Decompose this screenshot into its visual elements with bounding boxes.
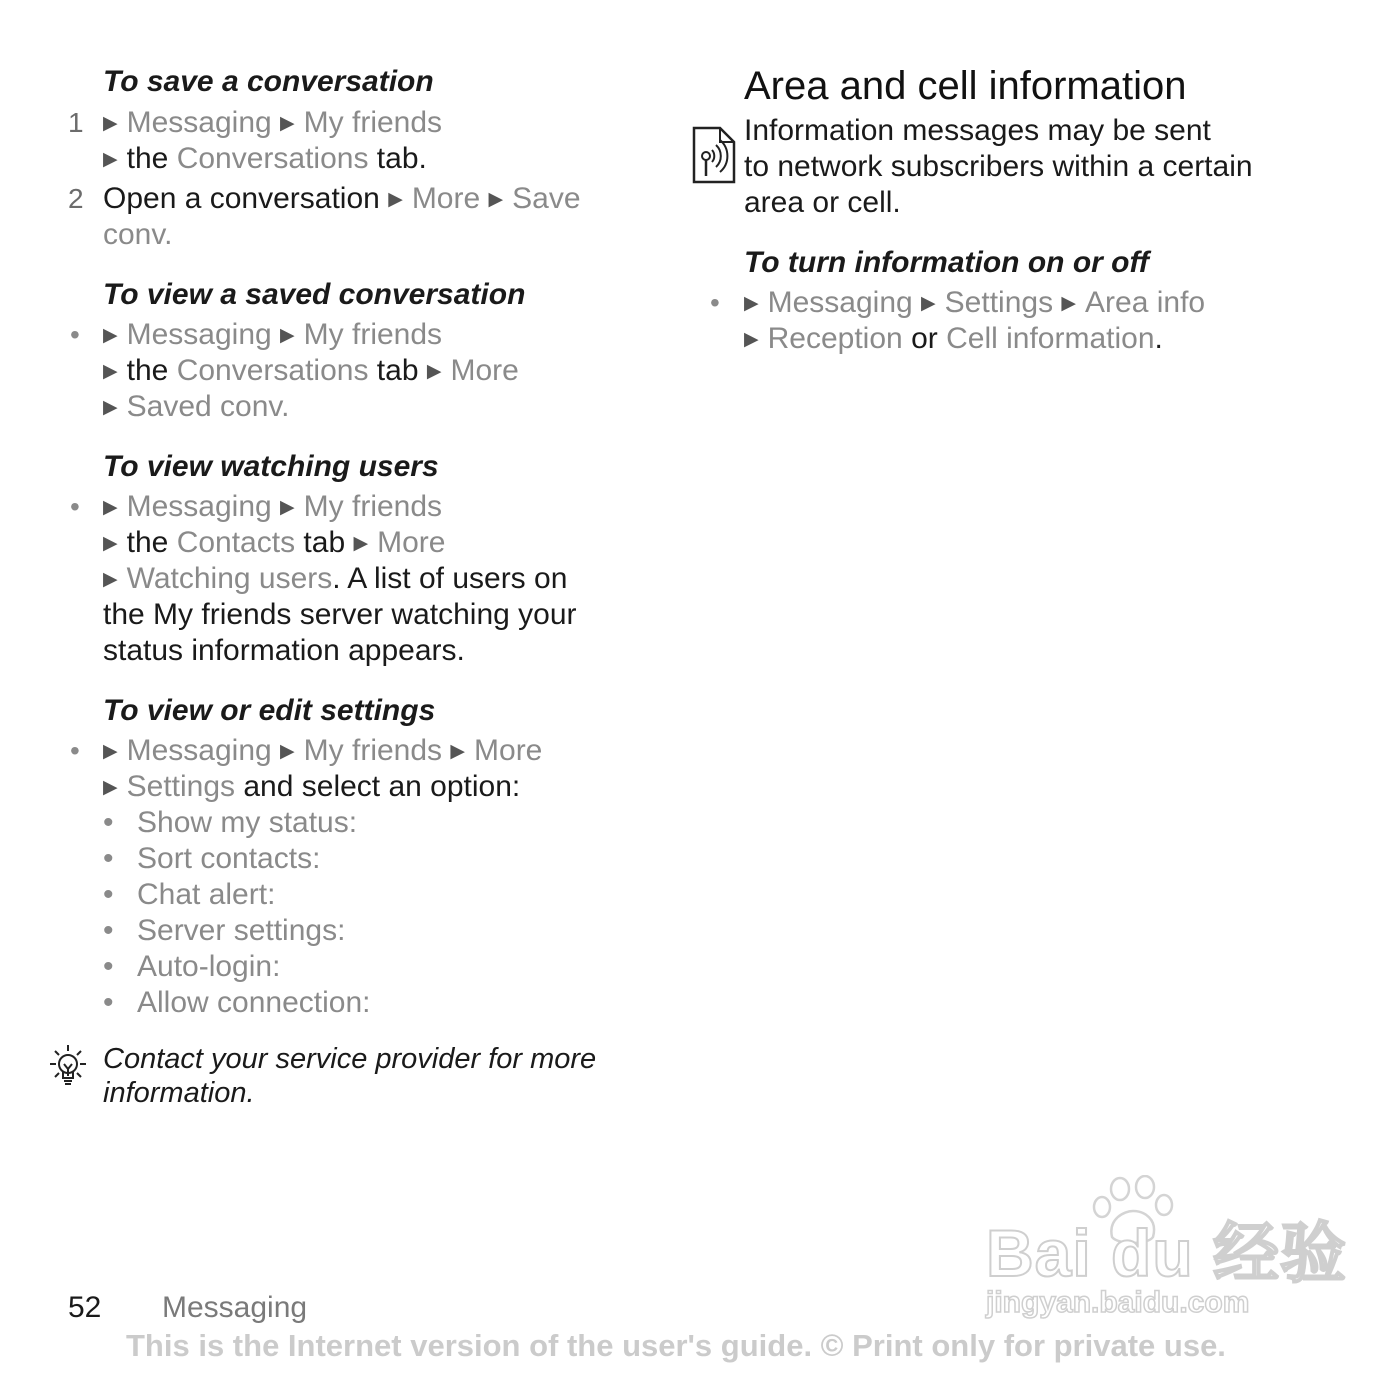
watching-line-1	[103, 489, 442, 529]
view-saved-line-1	[103, 317, 442, 357]
option-label: Show my status:	[137, 806, 358, 839]
menu-path-messaging: Messaging	[126, 734, 272, 767]
option-label: Server settings:	[137, 914, 346, 947]
step-number: 1	[68, 107, 84, 138]
menu-path-messaging: Messaging	[767, 286, 913, 319]
bullet: •	[710, 287, 720, 318]
page-number: 52	[68, 1291, 102, 1324]
option-item: • Show my status:	[103, 806, 358, 839]
arrow-icon: ▶	[280, 497, 295, 518]
arrow-icon: ▶	[103, 533, 118, 554]
watching-line-2	[103, 525, 445, 565]
arrow-icon: ▶	[1061, 293, 1077, 314]
view-saved-heading: To view a saved conversation	[103, 278, 526, 311]
arrow-icon: ▶	[450, 741, 466, 762]
menu-path-more: More	[411, 182, 481, 215]
tip-line-2: information.	[103, 1077, 255, 1109]
footer-disclaimer: This is the Internet version of the user's guide. © Print only for private use.	[126, 1328, 1226, 1363]
arrow-icon: ▶	[744, 293, 759, 314]
menu-path-contacts: Contacts	[176, 526, 296, 559]
watching-line-5: status information appears.	[103, 634, 465, 667]
arrow-icon: ▶	[488, 189, 504, 210]
turn-info-line-2	[744, 321, 1163, 361]
menu-path-save: Save	[512, 182, 581, 215]
settings-line-2	[103, 769, 520, 809]
bullet: •	[70, 319, 80, 350]
menu-path-more: More	[377, 526, 446, 559]
intro-line-3: area or cell.	[744, 186, 901, 219]
menu-path-conversations: Conversations	[176, 142, 369, 175]
text: the	[126, 142, 169, 175]
text: Open a conversation	[103, 182, 380, 215]
menu-path-my-friends: My friends	[303, 318, 443, 351]
menu-path-messaging: Messaging	[126, 318, 272, 351]
arrow-icon: ▶	[388, 189, 403, 210]
option-item: • Server settings:	[103, 914, 346, 947]
arrow-icon: ▶	[103, 397, 118, 418]
menu-path-more: More	[474, 734, 543, 767]
menu-path-watching-users: Watching users	[126, 562, 333, 595]
option-item: • Sort contacts:	[103, 842, 321, 875]
arrow-icon: ▶	[103, 741, 118, 762]
menu-path-reception: Reception	[767, 322, 903, 355]
arrow-icon: ▶	[280, 741, 295, 762]
text: or	[911, 322, 938, 355]
option-item: • Allow connection:	[103, 986, 371, 1019]
lightbulb-icon	[44, 1043, 92, 1091]
arrow-icon: ▶	[426, 361, 442, 382]
save-conversation-heading: To save a conversation	[103, 65, 434, 98]
save-step-1-line-1	[103, 105, 442, 145]
menu-path-more: More	[450, 354, 519, 387]
watermark-url: jingyan.baidu.com	[986, 1286, 1250, 1319]
save-step-1-line-2	[103, 141, 427, 181]
arrow-icon: ▶	[280, 325, 295, 346]
view-saved-line-2	[103, 353, 519, 393]
text: tab	[303, 526, 346, 559]
arrow-icon: ▶	[103, 497, 118, 518]
menu-path-messaging: Messaging	[126, 490, 272, 523]
watermark-brand: Bai du 经验	[986, 1216, 1348, 1290]
arrow-icon: ▶	[280, 113, 295, 134]
text: the	[126, 354, 169, 387]
settings-line-1	[103, 733, 542, 773]
text: tab	[376, 354, 419, 387]
step-number: 2	[68, 183, 84, 214]
option-item: • Auto-login:	[103, 950, 281, 983]
tip-line-1: Contact your service provider for more	[103, 1043, 597, 1075]
text: and select an option:	[243, 770, 521, 803]
arrow-icon: ▶	[103, 569, 118, 590]
arrow-icon: ▶	[103, 113, 118, 134]
text: tab.	[376, 142, 427, 175]
option-label: Allow connection:	[137, 986, 371, 1019]
menu-path-cell-information: Cell information	[946, 322, 1155, 355]
arrow-icon: ▶	[353, 533, 369, 554]
option-item: • Chat alert:	[103, 878, 276, 911]
menu-path-my-friends: My friends	[303, 490, 443, 523]
bullet: •	[70, 491, 80, 522]
arrow-icon: ▶	[103, 777, 118, 798]
option-label: Chat alert:	[137, 878, 276, 911]
menu-path-my-friends: My friends	[303, 734, 443, 767]
text: the	[126, 526, 169, 559]
save-step-2-line-1	[103, 181, 581, 221]
option-label: Sort contacts:	[137, 842, 321, 875]
arrow-icon: ▶	[103, 149, 118, 170]
option-label: Auto-login:	[137, 950, 281, 983]
intro-line-1: Information messages may be sent	[744, 114, 1211, 147]
menu-path-settings: Settings	[944, 286, 1054, 319]
menu-path-conv: conv.	[103, 218, 173, 251]
text: . A list of users on	[332, 562, 568, 595]
menu-path-settings: Settings	[126, 770, 236, 803]
arrow-icon: ▶	[103, 361, 118, 382]
watching-heading: To view watching users	[103, 450, 439, 483]
network-service-icon	[692, 126, 736, 184]
menu-path-my-friends: My friends	[303, 106, 443, 139]
menu-path-area-info: Area info	[1085, 286, 1206, 319]
section-title: Area and cell information	[744, 64, 1187, 108]
bullet: •	[70, 735, 80, 766]
footer-section: Messaging	[162, 1291, 308, 1324]
turn-info-line-1	[744, 285, 1205, 325]
arrow-icon: ▶	[921, 293, 936, 314]
settings-heading: To view or edit settings	[103, 694, 436, 727]
intro-line-2: to network subscribers within a certain	[744, 150, 1253, 183]
text: .	[1154, 322, 1163, 355]
watching-line-3	[103, 561, 567, 601]
menu-path-messaging: Messaging	[126, 106, 272, 139]
baidu-watermark	[980, 1175, 1348, 1325]
menu-path-saved-conv: Saved conv.	[126, 390, 290, 423]
turn-info-heading: To turn information on or off	[744, 246, 1149, 279]
view-saved-line-3	[103, 389, 290, 429]
watching-line-4: the My friends server watching your	[103, 598, 577, 631]
menu-path-conversations: Conversations	[176, 354, 369, 387]
arrow-icon: ▶	[744, 329, 759, 350]
arrow-icon: ▶	[103, 325, 118, 346]
